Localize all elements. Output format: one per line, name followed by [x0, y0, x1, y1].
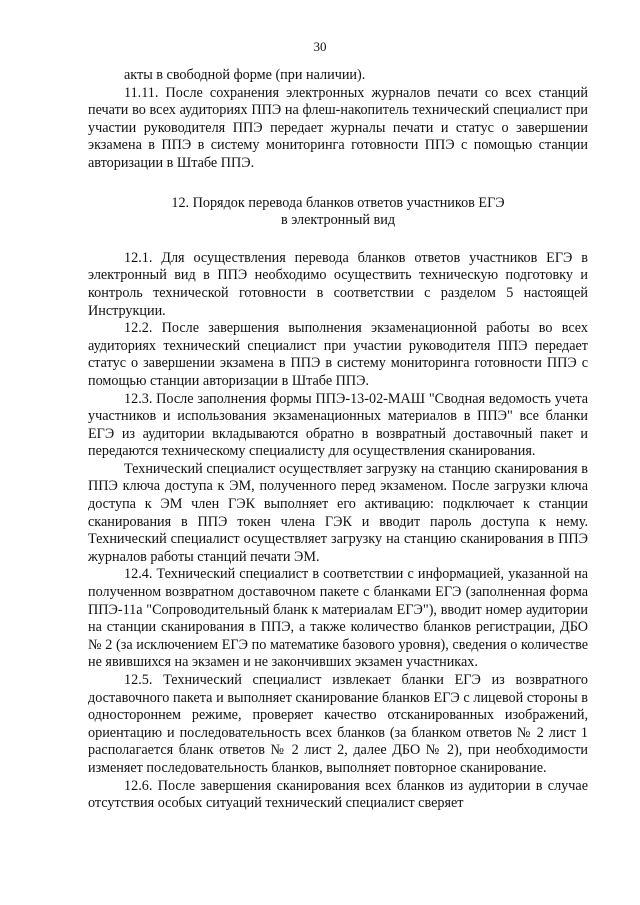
page-number: 30 — [313, 39, 327, 54]
paragraph-12-5: 12.5. Технический специалист извлекает бланки ЕГЭ из возвратного доставочного пакета и выполняет сканирование бланков ЕГЭ с лицевой стороны в одностороннем режиме, проверяет качество отсканированных изображений, ориентацию и последовательность всех бланков (за бланком ответов № 2 лист 1 располагается бланк ответов № 2 лист 2, далее ДБО № 2), при необходимости изменяет последовательность бланков, выполняет повторное сканирование. — [88, 672, 588, 776]
section-heading-line1: 12. Порядок перевода бланков ответов участников ЕГЭ — [171, 194, 505, 211]
paragraph-11-11: 11.11. После сохранения электронных журналов печати со всех станций печати во всех аудиториях ППЭ на флеш-накопитель технический специалист при участии руководителя ППЭ передает журналы печати и статус о завершении экзамена в ППЭ в систему мониторинга готовности ППЭ с помощью станции авторизации в Штабе ППЭ. — [88, 84, 588, 171]
paragraph-12-3-continued: Технический специалист осуществляет загрузку на станцию сканирования в ППЭ ключа доступа к ЭМ, полученного перед экзаменом. После загрузки ключа доступа к ЭМ член ГЭК выполняет его активацию: подключает к станции сканирования в ППЭ токен члена ГЭК и вводит пароль доступа к нему. Технический специалист осуществляет загрузку на станцию сканирования в ППЭ журналов работы станций печати ЭМ. — [88, 460, 588, 565]
document-body — [88, 67, 588, 813]
paragraph-12-3: 12.3. После заполнения формы ППЭ-13-02-МАШ "Сводная ведомость учета участников и использования экзаменационных материалов в ППЭ" все бланки ЕГЭ из аудитории вкладываются обратно в возвратный доставочный пакет и передаются техническому специалисту для осуществления сканирования. — [88, 390, 588, 460]
paragraph-12-4: 12.4. Технический специалист в соответствии с информацией, указанной на полученном возвратном доставочном пакете с бланками ЕГЭ (заполненная форма ППЭ-11а "Сопроводительный бланк к материалам ЕГЭ"), вводит номер аудитории на станции сканирования в ППЭ, а также количество бланков регистрации, ДБО № 2 (за исключением ЕГЭ по математике базового уровня), сведения о количестве не явившихся на экзамен и не закончивших экзамен участниках. — [88, 566, 588, 671]
paragraph-12-2: 12.2. После завершения выполнения экзаменационной работы во всех аудиториях технический специалист при участии руководителя ППЭ передает статус о завершении экзамена в ППЭ в систему мониторинга готовности ППЭ с помощью станции авторизации в Штабе ППЭ. — [88, 320, 588, 389]
paragraph-12-6: 12.6. После завершения сканирования всех бланков из аудитории в случае отсутствия особых ситуаций технический специалист сверяет — [88, 777, 588, 812]
paragraph-12-1: 12.1. Для осуществления перевода бланков ответов участников ЕГЭ в электронный вид в ППЭ необходимо осуществить техническую подготовку и контроль технической готовности в соответствии с разделом 5 настоящей Инструкции. — [88, 249, 588, 319]
section-heading — [88, 195, 588, 230]
paragraph-continuation: акты в свободной форме (при наличии). — [124, 67, 366, 83]
section-heading-line2: в электронный вид — [280, 212, 396, 229]
